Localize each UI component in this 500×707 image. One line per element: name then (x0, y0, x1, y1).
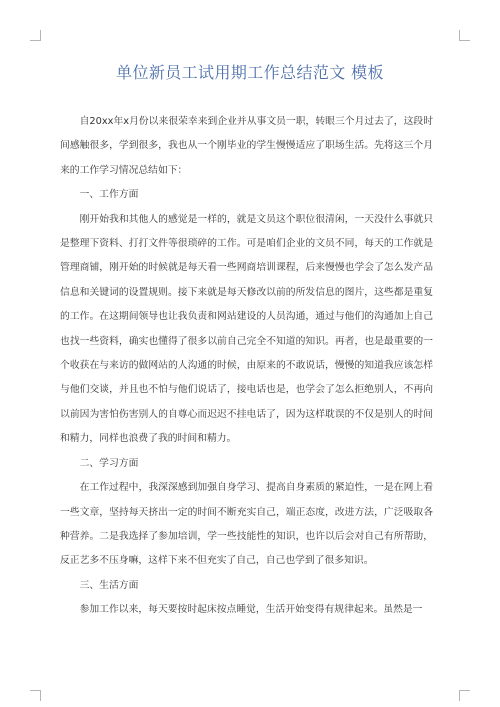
crop-mark-bottom-left (30, 690, 41, 701)
document-body (60, 110, 433, 623)
intro-paragraph: 自20xx年x月份以来很荣幸来到企业并从事文员一职，转眼三个月过去了，这段时间感触很多，学到很多，我也从一个刚毕业的学生慢慢适应了职场生活。先将这三个月来的工作学习情况总结如下： (60, 116, 433, 176)
work-paragraph: 刚开始我和其他人的感觉是一样的，就是文员这个职位很清闲，一天没什么事就只是整理下资料、打打文件等很琐碎的工作。可是咱们企业的文员不同，每天的工作就是管理商铺，刚开始的时候就是每天看一些网商培训课程，后来慢慢也学会了怎么发产品信息和关键词的设置规则。接下来就是每天修改以前的所发信息的图片，这些都是重复的工作。在这期间领导也让我负责和网站建设的人员沟通，通过与他们的沟通加上自己也找一些资料，确实也懂得了很多以前自己完全不知道的知识。再者，也是最重要的一个收获在与来访的做网站的人沟通的时候，由原来的不敢说话，慢慢的知道我应该怎样与他们交谈，并且也不怕与他们说话了，接电话也是，也学会了怎么拒绝别人，不再向以前因为害怕伤害别人的自尊心而迟迟不挂电话了，因为这样耽误的不仅是别人的时间和精力，同样也浪费了我的时间和精力。 (60, 213, 433, 445)
section-heading-study: 二、学习方面 (79, 457, 139, 469)
crop-mark-bottom-right (459, 690, 470, 701)
life-paragraph: 参加工作以来，每天要按时起床按点睡觉，生活开始变得有规律起来。虽然是一 (79, 604, 423, 616)
crop-mark-top-right (459, 30, 470, 41)
document-title: 单位新员工试用期工作总结范文 模板 (116, 63, 384, 82)
crop-mark-top-left (30, 30, 41, 41)
section-heading-life: 三、生活方面 (79, 579, 139, 591)
study-paragraph: 在工作过程中，我深深感到加强自身学习、提高自身素质的紧迫性，一是在网上看一些文章，坚持每天挤出一定的时间不断充实自己，端正态度，改进方法，广泛吸取各种营养。二是我选择了参加培训，学一些技能性的知识，也许以后会对自己有所帮助，反正艺多不压身嘛，这样下来不但充实了自己，自己也学到了很多知识。 (60, 482, 433, 567)
section-heading-work: 一、工作方面 (79, 189, 139, 201)
